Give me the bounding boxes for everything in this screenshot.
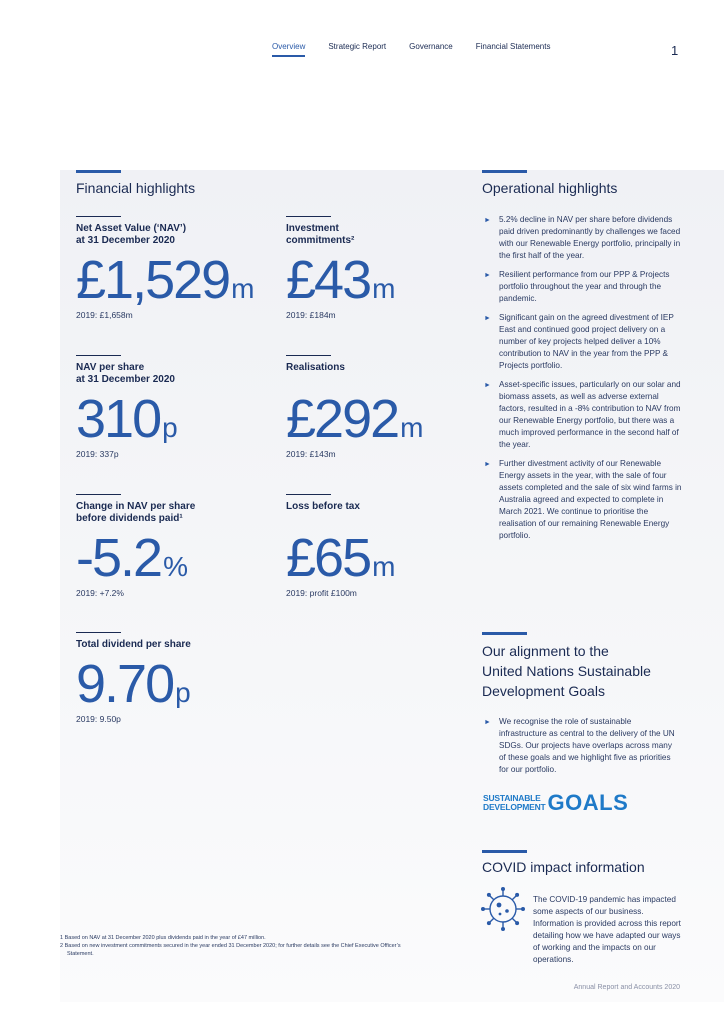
bullet-arrow-icon: ►	[484, 719, 491, 726]
metric-rule	[286, 355, 331, 356]
metric-realisations	[286, 355, 476, 459]
covid-text: The COVID-19 pandemic has impacted some aspects of our business. Information is provided across this report detailing how we have adapted our ways of working and the impacts on our operations.	[533, 895, 681, 964]
metric-rule	[76, 355, 121, 356]
metric-change-in-nav	[76, 494, 266, 598]
metric-prior-year: 2019: £143m	[286, 449, 336, 459]
operational-highlights-title: Operational highlights	[482, 180, 618, 196]
section-accent-rule	[76, 170, 121, 173]
metric-prior-year: 2019: 9.50p	[76, 714, 121, 724]
metric-label: Net Asset Value (‘NAV’) at 31 December 2020	[76, 223, 187, 246]
section-accent-rule	[482, 850, 527, 853]
tab-governance[interactable]: Governance	[409, 42, 453, 51]
metric-prior-year: 2019: 337p	[76, 449, 119, 459]
section-accent-rule	[482, 170, 527, 173]
metric-value: £43m	[286, 250, 396, 310]
sdg-logo-small-text: SUSTAINABLE DEVELOPMENT	[483, 793, 546, 812]
metric-value: £292m	[286, 389, 424, 449]
bullet-arrow-icon: ►	[484, 382, 491, 389]
metric-prior-year: 2019: +7.2%	[76, 588, 124, 598]
financial-highlights-title: Financial highlights	[76, 180, 196, 196]
metric-label: Investment commitments²	[286, 223, 355, 246]
virus-icon	[479, 885, 527, 933]
bullet-arrow-icon: ►	[484, 315, 491, 322]
sdg-bullets	[482, 716, 680, 783]
metric-prior-year: 2019: profit £100m	[286, 588, 357, 598]
sdg-logo	[483, 790, 628, 816]
metric-label: Loss before tax	[286, 501, 360, 512]
page-number: 1	[671, 43, 679, 58]
footnote: 2 Based on new investment commitments secured in the year ended 31 December 2020; for further details see the Chief Executive Officer’s Statement.	[60, 943, 401, 957]
covid-title: COVID impact information	[482, 859, 645, 875]
section-accent-rule	[482, 632, 527, 635]
bullet-arrow-icon: ►	[484, 272, 491, 279]
metric-label: NAV per share at 31 December 2020	[76, 362, 175, 385]
metric-rule	[286, 216, 331, 217]
list-item: ► Asset-specific issues, particularly on our solar and biomass assets, as well as adverse external factors, resulted in a -8% contribution to NAV from our Renewable Energy portfolio, but there was a much improved performance in the second half of the year.	[484, 380, 681, 449]
bullet-arrow-icon: ►	[484, 461, 491, 468]
metric-rule	[76, 494, 121, 495]
list-item: ► 5.2% decline in NAV per share before dividends paid driven predominantly by challenges we faced with our Renewable Energy portfolio, principally in the first half of the year.	[484, 215, 681, 260]
sdg-title: Our alignment to the United Nations Sustainable Development Goals	[482, 643, 651, 699]
metric-investment-commitments	[286, 216, 476, 320]
operational-bullets	[482, 214, 682, 549]
metric-nav	[76, 216, 266, 320]
list-item: ► Further divestment activity of our Renewable Energy assets in the year, with the sale of four assets completed and the sale of six wind farms in Australia agreed and expected to complete in March 2021. We continue to prioritise the realisation of our remaining Renewable Energy portfolio.	[484, 459, 682, 540]
metric-prior-year: 2019: £1,658m	[76, 310, 133, 320]
tab-financial-statements[interactable]: Financial Statements	[475, 42, 551, 51]
tab-strategic-report[interactable]: Strategic Report	[328, 42, 387, 51]
metric-rule	[286, 494, 331, 495]
metric-label: Total dividend per share	[76, 639, 191, 650]
metric-value: 310p	[76, 389, 178, 449]
list-item: ► Significant gain on the agreed divestment of IEP East and continued good project delivery on a number of key projects helped deliver a 10% contribution to NAV in the year from the PPP & Projects portfolio.	[484, 313, 674, 370]
sdg-logo-goals: GOALS	[547, 790, 629, 815]
metric-label: Realisations	[286, 362, 345, 373]
list-item: ► We recognise the role of sustainable infrastructure as central to the delivery of the UN SDGs. Our projects have overlaps across many of these goals and we highlight five as priorities for our portfolio.	[484, 717, 675, 774]
metric-rule	[76, 632, 121, 633]
top-navigation	[272, 42, 550, 51]
footnotes	[60, 934, 405, 958]
metric-value: £65m	[286, 528, 396, 588]
list-item: ► Resilient performance from our PPP & Projects portfolio throughout the year and through the pandemic.	[484, 270, 670, 303]
metric-value: £1,529m	[76, 250, 255, 310]
metric-value: -5.2%	[76, 528, 188, 588]
metric-nav-per-share	[76, 355, 266, 459]
metric-value: 9.70p	[76, 654, 191, 714]
bullet-arrow-icon: ►	[484, 217, 491, 224]
footnote: 1 Based on NAV at 31 December 2020 plus dividends paid in the year of £47 million.	[60, 935, 266, 941]
tab-overview[interactable]: Overview	[272, 42, 306, 51]
footer-report-title: Annual Report and Accounts 2020	[573, 984, 680, 991]
metric-rule	[76, 216, 121, 217]
metric-total-dividend	[76, 632, 266, 724]
metric-prior-year: 2019: £184m	[286, 310, 336, 320]
metric-label: Change in NAV per share before dividends paid¹	[76, 501, 196, 524]
metric-loss-before-tax	[286, 494, 476, 598]
